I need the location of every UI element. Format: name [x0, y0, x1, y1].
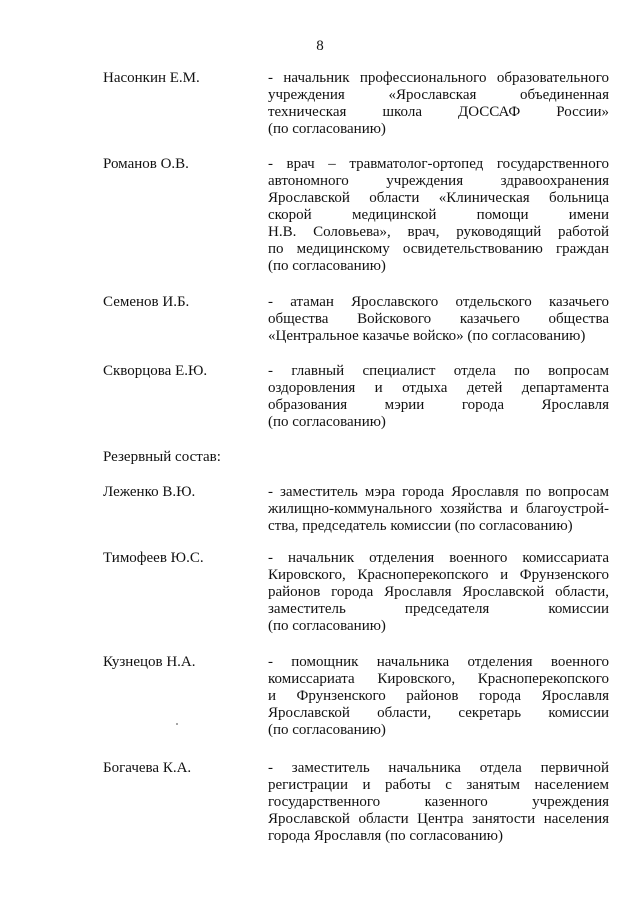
position-line: общества Войскового казачьего общества — [268, 311, 609, 327]
member-position — [268, 294, 609, 345]
position-line: Ярославской области Центра занятости населения — [268, 811, 609, 827]
position-line: - заместитель начальника отдела первичной — [268, 760, 609, 776]
position-line: образования мэрии города Ярославля — [268, 397, 609, 413]
position-line: (по согласованию) — [268, 618, 386, 634]
position-line: заместитель председателя комиссии — [268, 601, 609, 617]
scan-artifact — [176, 723, 178, 725]
position-line: ства, председатель комиссии (по согласованию) — [268, 518, 573, 534]
member-position — [268, 70, 609, 138]
position-line: - заместитель мэра города Ярославля по вопросам — [268, 484, 609, 500]
member-position — [268, 550, 609, 635]
position-line: - атаман Ярославского отдельского казачьего — [268, 294, 609, 310]
position-line: автономного учреждения здравоохранения — [268, 173, 609, 189]
position-line: - главный специалист отдела по вопросам — [268, 363, 609, 379]
position-line: оздоровления и отдыха детей департамента — [268, 380, 609, 396]
position-line: Кировского, Красноперекопского и Фрунзенского — [268, 567, 609, 583]
position-line: жилищно-коммунального хозяйства и благоустрой- — [268, 501, 609, 517]
member-position — [268, 363, 609, 431]
position-line: Ярославской области «Клиническая больница — [268, 190, 609, 206]
position-line: учреждения «Ярославская объединенная — [268, 87, 609, 103]
position-line: (по согласованию) — [268, 258, 386, 274]
position-line: - начальник профессионального образовательного — [268, 70, 609, 86]
position-line: комиссариата Кировского, Красноперекопского — [268, 671, 609, 687]
member-name: Кузнецов Н.А. — [103, 654, 196, 670]
position-line: - начальник отделения военного комиссариата — [268, 550, 609, 566]
member-name: Семенов И.Б. — [103, 294, 190, 310]
member-name: Романов О.В. — [103, 156, 189, 172]
position-line: города Ярославля (по согласованию) — [268, 828, 504, 844]
position-line: регистрации и работы с занятым населением — [268, 777, 609, 793]
member-name: Тимофеев Ю.С. — [103, 550, 204, 566]
position-line: техническая школа ДОССАФ России» — [268, 104, 609, 120]
reserve-section-heading: Резервный состав: — [103, 449, 221, 465]
position-line: - помощник начальника отделения военного — [268, 654, 609, 670]
position-line: Н.В. Соловьева», врач, руководящий работой — [268, 224, 609, 240]
position-line: (по согласованию) — [268, 414, 386, 430]
position-line: скорой медицинской помощи имени — [268, 207, 609, 223]
position-line: Ярославской области, секретарь комиссии — [268, 705, 609, 721]
position-line: (по согласованию) — [268, 121, 386, 137]
position-line: и Фрунзенского районов города Ярославля — [268, 688, 609, 704]
member-position — [268, 654, 609, 739]
page-number: 8 — [316, 38, 324, 54]
member-position — [268, 760, 609, 845]
member-position — [268, 484, 609, 535]
member-name: Скворцова Е.Ю. — [103, 363, 208, 379]
position-line: - врач – травматолог-ортопед государственного — [268, 156, 609, 172]
position-line: по медицинскому освидетельствованию граждан — [268, 241, 609, 257]
position-line: государственного казенного учреждения — [268, 794, 609, 810]
position-line: «Центральное казачье войско» (по согласованию) — [268, 328, 586, 344]
member-name: Насонкин Е.М. — [103, 70, 200, 86]
member-position — [268, 156, 609, 275]
member-name: Леженко В.Ю. — [103, 484, 196, 500]
member-name: Богачева К.А. — [103, 760, 192, 776]
position-line: (по согласованию) — [268, 722, 386, 738]
position-line: районов города Ярославля Ярославской области, — [268, 584, 609, 600]
